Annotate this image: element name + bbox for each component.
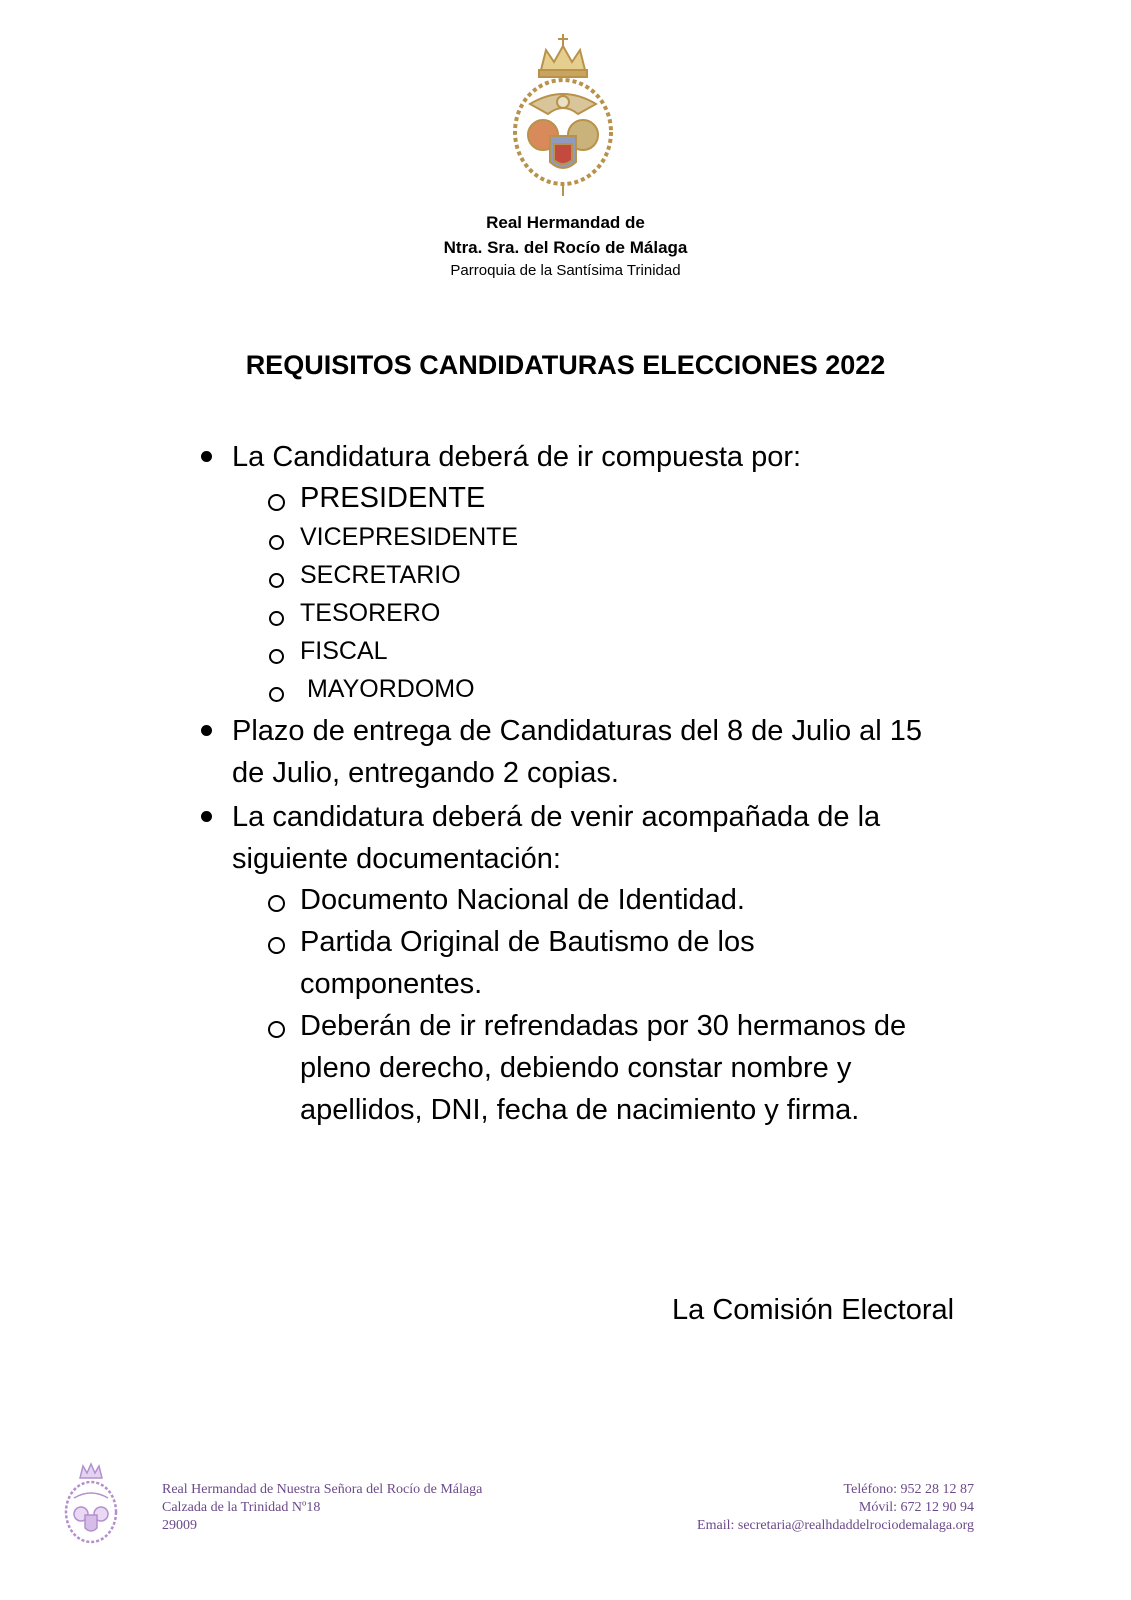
position-item: PRESIDENTE bbox=[300, 482, 486, 514]
document-item: Documento Nacional de Identidad. bbox=[300, 884, 745, 916]
circle-bullet-icon bbox=[269, 687, 284, 702]
footer-email-link[interactable]: Email: secretaria@realhdaddelrociodemalaga.org bbox=[697, 1518, 974, 1533]
position-item: FISCAL bbox=[300, 637, 388, 665]
bullet-icon bbox=[201, 811, 212, 822]
circle-bullet-icon bbox=[269, 649, 284, 664]
footer-crest-logo bbox=[62, 1460, 120, 1548]
position-item: TESORERO bbox=[300, 599, 441, 627]
section3-line1: La candidatura deberá de venir acompañada de la bbox=[232, 801, 881, 833]
parish-name: Parroquia de la Santísima Trinidad bbox=[450, 262, 681, 279]
org-name-line2: Ntra. Sra. del Rocío de Málaga bbox=[443, 238, 688, 257]
section3-line2: siguiente documentación: bbox=[232, 843, 561, 875]
footer-address: Calzada de la Trinidad Nº18 bbox=[162, 1500, 321, 1515]
section1-text: La Candidatura deberá de ir compuesta por: bbox=[232, 441, 802, 473]
document-item-continuation: componentes. bbox=[300, 968, 483, 1000]
document-item: Deberán de ir refrendadas por 30 hermanos de bbox=[300, 1010, 907, 1042]
bullet-icon bbox=[201, 725, 212, 736]
circle-bullet-icon bbox=[268, 895, 285, 912]
section2-line1: Plazo de entrega de Candidaturas del 8 de Julio al 15 bbox=[232, 715, 923, 747]
footer-phone: Teléfono: 952 28 12 87 bbox=[843, 1482, 974, 1497]
circle-bullet-icon bbox=[268, 937, 285, 954]
signature: La Comisión Electoral bbox=[672, 1294, 955, 1326]
footer-postal-code: 29009 bbox=[162, 1518, 197, 1533]
circle-bullet-icon bbox=[269, 535, 284, 550]
brotherhood-crest-logo bbox=[508, 32, 618, 198]
circle-bullet-icon bbox=[269, 611, 284, 626]
section2-line2: de Julio, entregando 2 copias. bbox=[232, 757, 619, 789]
position-item: VICEPRESIDENTE bbox=[300, 523, 519, 551]
org-name-line1: Real Hermandad de bbox=[486, 213, 645, 232]
position-item: SECRETARIO bbox=[300, 561, 461, 589]
document-item-continuation: apellidos, DNI, fecha de nacimiento y firma. bbox=[300, 1094, 860, 1126]
document-item: Partida Original de Bautismo de los bbox=[300, 926, 755, 958]
bullet-icon bbox=[201, 451, 212, 462]
circle-bullet-icon bbox=[268, 1021, 285, 1038]
footer-org-name: Real Hermandad de Nuestra Señora del Rocío de Málaga bbox=[162, 1482, 483, 1497]
document-item-continuation: pleno derecho, debiendo constar nombre y bbox=[300, 1052, 852, 1084]
position-item: MAYORDOMO bbox=[300, 675, 475, 703]
circle-bullet-icon bbox=[269, 573, 284, 588]
footer-mobile: Móvil: 672 12 90 94 bbox=[858, 1500, 974, 1515]
document-title: REQUISITOS CANDIDATURAS ELECCIONES 2022 bbox=[245, 350, 886, 380]
circle-bullet-icon bbox=[268, 494, 285, 511]
